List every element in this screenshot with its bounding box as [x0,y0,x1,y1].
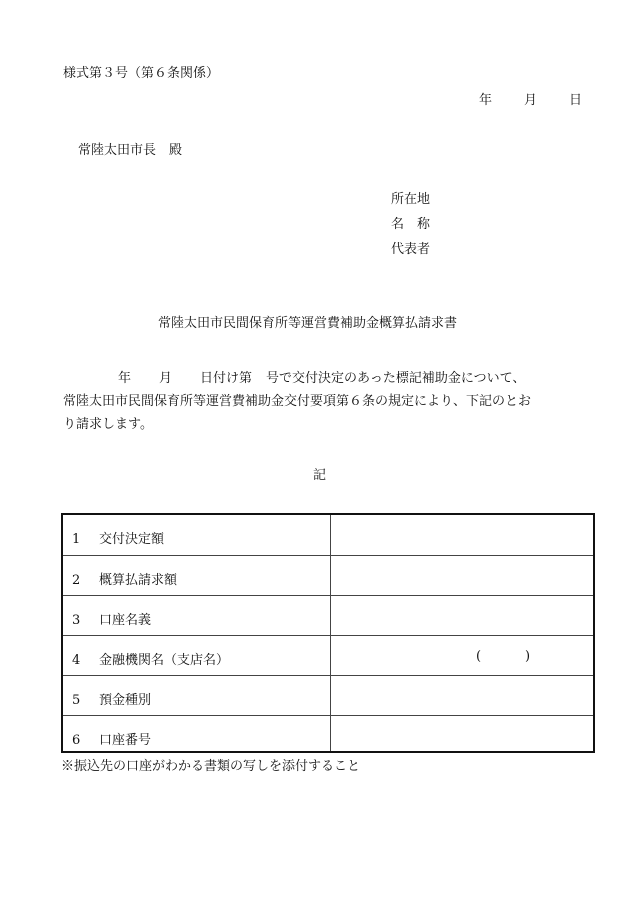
body-month-label: 月 [159,371,173,386]
table-column-divider [330,515,331,751]
body-line-1 [63,367,579,390]
row-label-text: 口座番号 [99,733,152,748]
row-label [72,689,151,708]
row-label [72,569,177,588]
date-year-label: 年 [479,93,493,108]
row-label-text: 預金種別 [99,693,152,708]
branch-paren-open: ( [476,649,482,664]
applicant-name-label [391,218,430,231]
table-row [63,715,593,755]
table-row [63,595,593,635]
body-line-1-rest: 号で交付決定のあった標記補助金について、 [266,371,526,386]
footnote: ※振込先の口座がわかる書類の写しを添付すること [61,759,361,774]
applicant-address-label: 所在地 [391,192,431,207]
row-number: 3 [72,613,81,628]
row-label [72,609,151,628]
detail-table [61,513,595,753]
date-month-label: 月 [524,93,538,108]
body-line-3: り請求します。 [63,417,153,432]
row-number: 2 [72,573,81,588]
addressee [78,144,182,157]
document-title: 常陸太田市民間保育所等運営費補助金概算払請求書 [158,316,458,331]
form-number: 様式第３号（第６条関係） [63,66,220,81]
body-text [63,367,579,436]
row-label-text: 概算払請求額 [99,573,178,588]
table-row [63,635,593,675]
applicant-name-label-part-2: 称 [417,217,431,232]
body-year-label: 年 [118,371,132,386]
row-label-text: 交付決定額 [99,532,165,547]
date-line [479,94,582,107]
row-number: 5 [72,693,81,708]
applicant-representative-label: 代表者 [391,242,431,257]
row-label-text: 金融機関名（支店名） [99,653,230,668]
body-line-2: 常陸太田市民間保育所等運営費補助金交付要項第６条の規定により、下記のとお [63,394,532,409]
row-label [72,729,151,748]
row-number: 1 [72,532,81,547]
applicant-name-label-part-1: 名 [391,217,405,232]
addressee-honorific: 殿 [169,143,183,158]
date-day-label: 日 [569,93,583,108]
branch-paren-close: ) [525,649,531,664]
table-row [63,555,593,595]
table-row [63,515,593,555]
row-label [72,649,229,668]
body-day-part: 日付け第 [200,371,253,386]
table-row [63,675,593,715]
row-label [72,528,164,547]
ki-heading: 記 [313,468,327,483]
row-label-text: 口座名義 [99,613,152,628]
row-number: 6 [72,733,81,748]
addressee-name: 常陸太田市長 [78,143,157,158]
row-number: 4 [72,653,81,668]
